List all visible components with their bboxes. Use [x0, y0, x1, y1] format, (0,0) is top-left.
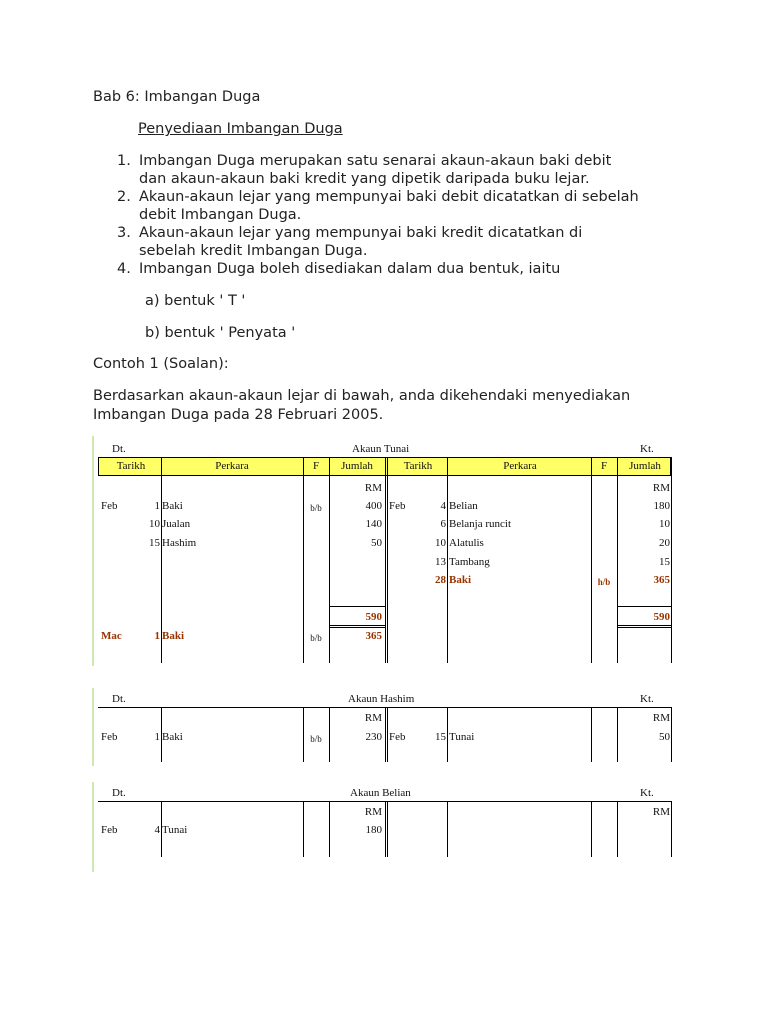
account-title: Akaun Tunai	[352, 443, 410, 455]
credit-label: Kt.	[640, 787, 654, 799]
point-line: Akaun-akaun lejar yang mempunyai baki kredit dicatatkan di	[139, 225, 583, 241]
row-day: 1	[154, 630, 160, 642]
row-desc: Tunai	[162, 824, 188, 836]
header-date: Tarikh	[116, 460, 146, 472]
row-month: Mac	[101, 630, 122, 642]
margin-bar	[92, 436, 94, 666]
point-line: dan akaun-akaun baki kredit yang dipetik daripada buku lejar.	[139, 171, 590, 187]
row-day: 1	[154, 500, 160, 512]
header-amount: Jumlah	[341, 460, 373, 472]
header-desc: Perkara	[503, 460, 537, 472]
row-desc: Baki	[162, 500, 183, 512]
currency-label: RM	[364, 712, 382, 724]
point-line: sebelah kredit Imbangan Duga.	[139, 243, 368, 259]
row-month: Feb	[389, 731, 406, 743]
row-desc: Alatulis	[449, 537, 484, 549]
row-amount: 400	[365, 500, 382, 512]
header-date: Tarikh	[403, 460, 433, 472]
margin-bar	[92, 688, 94, 766]
row-desc: Jualan	[162, 518, 191, 530]
debit-label: Dt.	[112, 443, 126, 455]
row-desc: Belanja runcit	[449, 518, 512, 530]
row-folio: b/b	[310, 734, 322, 744]
row-day: 6	[440, 518, 446, 530]
row-desc: Baki	[449, 574, 472, 586]
row-amount: 140	[365, 518, 382, 530]
currency-label: RM	[364, 806, 382, 818]
row-amount: 50	[659, 731, 670, 743]
currency-label: RM	[652, 482, 670, 494]
ledger-tunai	[92, 436, 682, 666]
row-amount: 180	[653, 500, 670, 512]
row-amount: 180	[365, 824, 382, 836]
section-subtitle: Penyediaan Imbangan Duga	[138, 121, 343, 137]
page-title: Bab 6: Imbangan Duga	[93, 89, 261, 105]
form-b: b) bentuk ' Penyata '	[145, 325, 296, 341]
row-amount: 20	[659, 537, 670, 549]
row-day: 15	[149, 537, 160, 549]
total-credit: 590	[653, 611, 670, 623]
row-amount: 365	[365, 630, 382, 642]
row-amount: 50	[371, 537, 382, 549]
row-day: 4	[154, 824, 160, 836]
row-amount: 230	[365, 731, 382, 743]
row-amount: 15	[659, 556, 670, 568]
margin-bar	[92, 782, 94, 872]
row-folio: b/b	[310, 503, 322, 513]
example-heading: Contoh 1 (Soalan):	[93, 356, 229, 372]
form-a: a) bentuk ' T '	[145, 293, 246, 309]
row-desc: Tunai	[449, 731, 475, 743]
total-debit: 590	[365, 611, 382, 623]
header-folio: F	[600, 460, 608, 472]
row-desc: Tambang	[449, 556, 490, 568]
row-day: 10	[435, 537, 446, 549]
point-line: Akaun-akaun lejar yang mempunyai baki debit dicatatkan di sebelah	[139, 189, 639, 205]
currency-label: RM	[652, 806, 670, 818]
row-month: Feb	[101, 731, 118, 743]
row-day: 10	[149, 518, 160, 530]
row-desc: Hashim	[162, 537, 197, 549]
instruction-line: Berdasarkan akaun-akaun lejar di bawah, anda dikehendaki menyediakan	[93, 388, 631, 404]
point-line: Imbangan Duga boleh disediakan dalam dua bentuk, iaitu	[139, 261, 561, 277]
currency-label: RM	[652, 712, 670, 724]
row-day: 4	[440, 500, 446, 512]
credit-label: Kt.	[640, 443, 654, 455]
row-month: Feb	[101, 500, 118, 512]
row-amount: 10	[659, 518, 670, 530]
row-folio: h/b	[597, 577, 611, 587]
account-title: Akaun Belian	[350, 787, 411, 799]
row-desc: Baki	[162, 630, 185, 642]
row-day: 13	[435, 556, 446, 568]
row-day: 15	[435, 731, 446, 743]
header-folio: F	[312, 460, 320, 472]
currency-label: RM	[364, 482, 382, 494]
header-amount: Jumlah	[629, 460, 661, 472]
debit-label: Dt.	[112, 787, 126, 799]
point-number: 2.	[117, 189, 131, 205]
debit-label: Dt.	[112, 693, 126, 705]
point-line: debit Imbangan Duga.	[139, 207, 302, 223]
ledger-belian	[92, 782, 682, 872]
row-amount: 365	[653, 574, 670, 586]
row-day: 1	[154, 731, 160, 743]
point-number: 4.	[117, 261, 131, 277]
row-day: 28	[435, 574, 446, 586]
header-desc: Perkara	[215, 460, 249, 472]
instruction-line: Imbangan Duga pada 28 Februari 2005.	[93, 407, 384, 423]
row-folio: b/b	[310, 633, 322, 643]
point-number: 1.	[117, 153, 131, 169]
row-month: Feb	[101, 824, 118, 836]
point-number: 3.	[117, 225, 131, 241]
row-desc: Belian	[449, 500, 478, 512]
point-line: Imbangan Duga merupakan satu senarai akaun-akaun baki debit	[139, 153, 612, 169]
ledger-hashim	[92, 688, 682, 766]
account-title: Akaun Hashim	[348, 693, 415, 705]
credit-label: Kt.	[640, 693, 654, 705]
row-month: Feb	[389, 500, 406, 512]
row-desc: Baki	[162, 731, 183, 743]
